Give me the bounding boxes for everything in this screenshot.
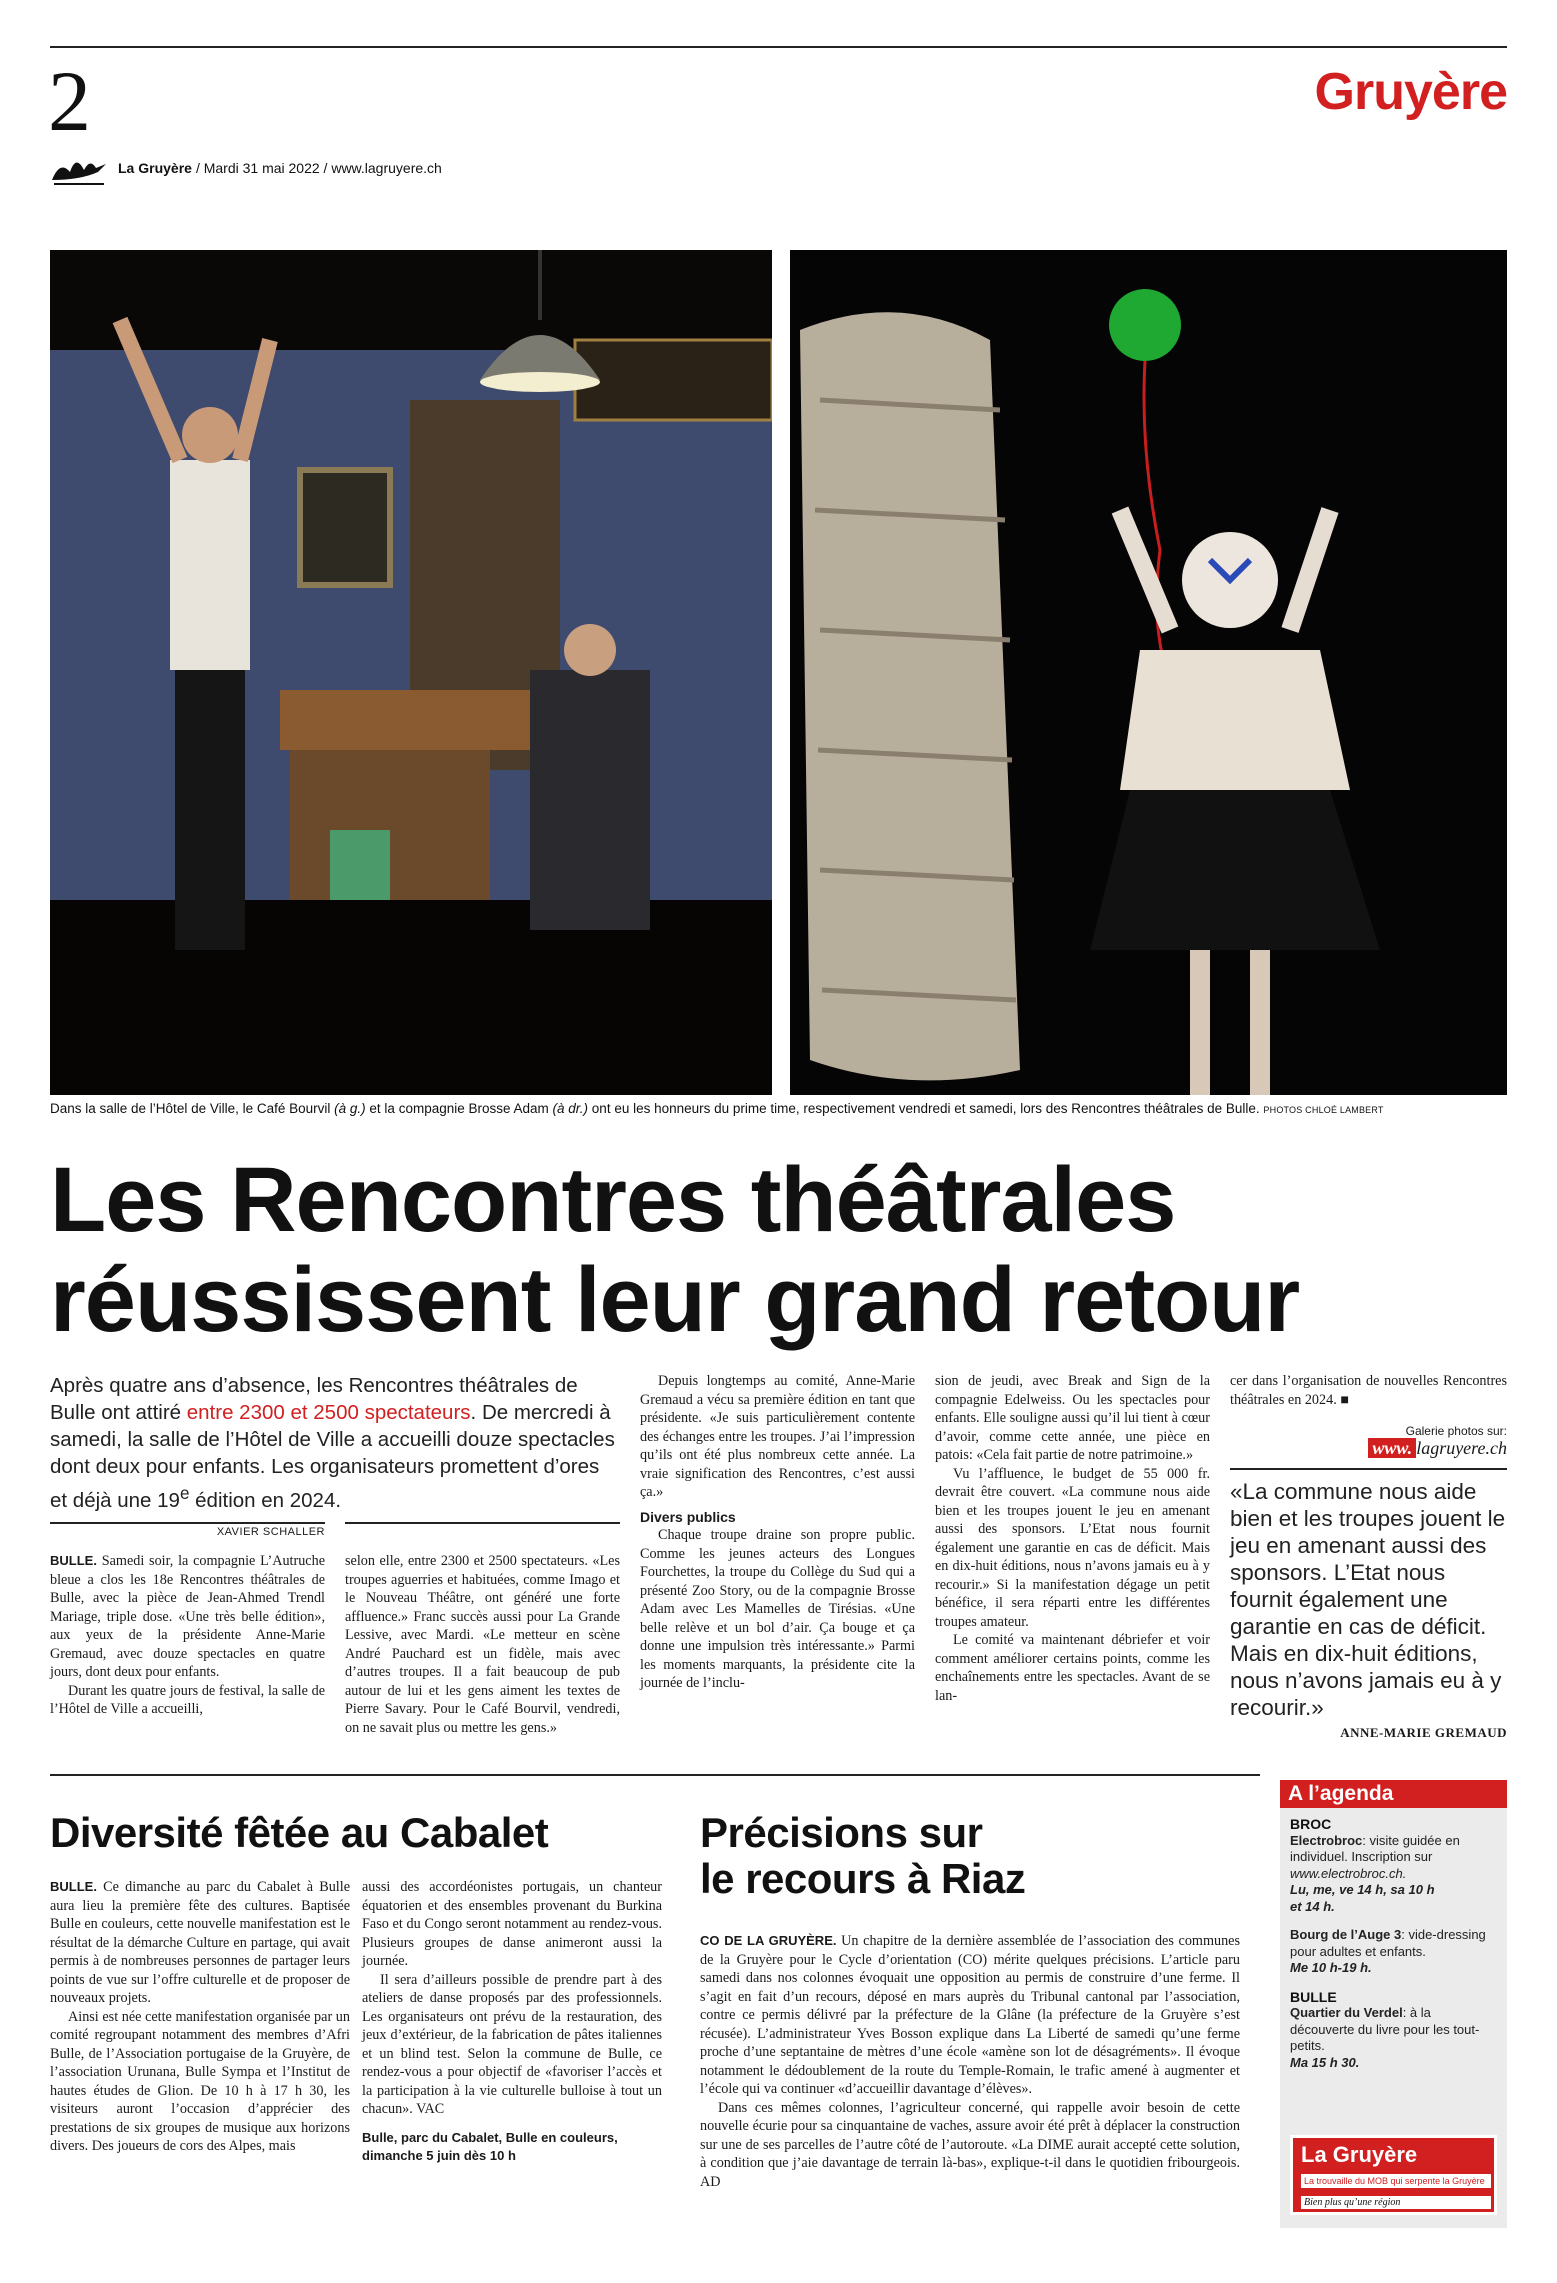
masthead-info: / Mardi 31 mai 2022 / www.lagruyere.ch bbox=[195, 160, 442, 176]
caption-text-c: ont eu les honneurs du prime time, respectivement vendredi et samedi, lors des Rencontres théâtrales de Bulle. bbox=[588, 1101, 1260, 1116]
agenda-city: BULLE bbox=[1290, 1988, 1337, 2005]
paragraph: Chaque troupe draine son propre public. Comme les jeunes acteurs des Longues Fourchettes, la troupe du Collège du Sud qui a présenté Zoo Story, ou de la compagnie Brosse Adam avec Les Mamelles de Tirésias. «Une belle relève et un bol d’air. Ça bouge et ça donne une impulsion très intéressante.» Parmi les moments marquants, la présidente cite la journée de l’inclu- bbox=[640, 1527, 915, 1691]
paragraph-text: Ce dimanche au parc du Cabalet à Bulle aura lieu la première fête des cultures. Baptisée Bulle en couleurs, cette nouvelle manifestation est le résultat de la démarche Culture en partage, qui avait permis à de nombreuses personnes de partager leurs points de vue sur l’offre culturelle et de proposer de nouveaux projets. bbox=[50, 1879, 350, 2006]
caption-right-marker: (à dr.) bbox=[552, 1101, 589, 1116]
gallery-url-prefix: www. bbox=[1368, 1438, 1416, 1458]
cabalet-headline: Diversité fêtée au Cabalet bbox=[50, 1809, 549, 1856]
agenda-item-broc bbox=[1290, 1816, 1497, 1915]
agenda-item-bulle bbox=[1290, 1989, 1497, 2072]
lead-text-a: Après quatre ans d’absence, les Rencontres théâtrales de Bulle ont attiré bbox=[50, 1374, 578, 1424]
gruyere-crane-icon bbox=[50, 150, 108, 186]
photo-cafe-bourvil bbox=[50, 250, 772, 1095]
section-title: Gruyère bbox=[1314, 63, 1507, 121]
paragraph: Ainsi est née cette manifestation organisée par un comité regroupant notamment des membres d’Afri Bulle, de l’Association portugaise de la Gruyère, de l’association Urunana, Bulle Sympa et l’Institut de hautes études de Glion. De 10 h à 17 h 30, les visiteurs auront l’occasion d’apprécier des prestations de six groupes de musique aux horizons divers. Des joueurs de cors des Alpes, mais bbox=[50, 2008, 350, 2154]
agenda-item-auge bbox=[1290, 1927, 1497, 1977]
agenda-hours: Ma 15 h 30. bbox=[1290, 2054, 1360, 2070]
stage-scene-right bbox=[790, 250, 1507, 1095]
paragraph-text: Un chapitre de la dernière assemblée de l’association des communes de la Gruyère pour le Cycle d’orientation (CO) mérite quelques précisions. L’article paru samedi dans nos colonnes évoquait une opposition au permis de construire d’une ferme. Il s’agit en fait d’un recours, déposé en mars auprès du Tribunal cantonal par l’association, contre ce permis délivré par la préfecture de la Glâne (la préfecture de la Gruyère s’est récusée). L’administrateur Yves Bosson explique dans La Liberté de samedi qu’une ferme proche d’une septantaine de mètres d’une école «amène son lot de désagréments». Il évoque notamment le dédoublement de la route du Temple-Romain, le trafic amené à augmenter et l’école qui va continuer «d’accueillir davantage d’élèves». bbox=[700, 1933, 1240, 2097]
gallery-url[interactable] bbox=[1230, 1438, 1507, 1459]
paragraph: aussi des accordéonistes portugais, un chanteur équatorien et des ensembles provenant du Burkina Faso et du Congo seront notamment au rendez-vous. Plusieurs groupes de danse animeront aussi la journée. bbox=[362, 1879, 662, 1969]
riaz-headline-line-2: le recours à Riaz bbox=[700, 1855, 1026, 1902]
agenda-entry bbox=[1290, 1833, 1497, 1916]
lead-superscript: e bbox=[179, 1484, 190, 1503]
lead-text-b: . De mercredi à samedi, la salle de l’Hôtel de Ville a accueilli douze spectacles dont deux pour enfants. Les organisateurs promettent d’ores et déjà une 19 bbox=[50, 1401, 615, 1512]
agenda-place: Bourg de l’Auge 3 bbox=[1290, 1927, 1402, 1942]
headline-line-2: réussissent leur grand retour bbox=[50, 1249, 1300, 1351]
paragraph: Durant les quatre jours de festival, la salle de l’Hôtel de Ville a accueilli, bbox=[50, 1682, 325, 1717]
quote-rule bbox=[1230, 1468, 1507, 1470]
headline-line-1: Les Rencontres théâtrales bbox=[50, 1149, 1176, 1251]
agenda-desc: : à la découverte du livre pour les tout-petits. bbox=[1290, 2005, 1480, 2053]
la-gruyere-ad[interactable] bbox=[1290, 2135, 1497, 2215]
agenda-desc: : vide-dressing pour adultes et enfants. bbox=[1290, 1927, 1486, 1959]
event-info: Bulle, parc du Cabalet, Bulle en couleurs, dimanche 5 juin dès 10 h bbox=[362, 2129, 618, 2163]
byline: XAVIER SCHALLER bbox=[216, 1526, 325, 1538]
subheading: Divers publics bbox=[640, 1508, 736, 1525]
paragraph bbox=[50, 1878, 350, 2008]
photo-caption bbox=[50, 1101, 1507, 1116]
caption-left-marker: (à g.) bbox=[334, 1101, 366, 1116]
agenda-place: Quartier du Verdel bbox=[1290, 2005, 1403, 2020]
photo-credit: PHOTOS CHLOÉ LAMBERT bbox=[1263, 1105, 1384, 1115]
agenda-hours: Lu, me, ve 14 h, sa 10 h bbox=[1290, 1882, 1435, 1897]
agenda-web-link[interactable]: www.electrobroc.ch. bbox=[1290, 1865, 1407, 1881]
paragraph: cer dans l’organisation de nouvelles Rencontres théâtrales en 2024. ■ bbox=[1230, 1373, 1507, 1408]
byline-rule bbox=[50, 1522, 325, 1524]
ad-line: La trouvaille du MOB qui serpente la Gruyère bbox=[1301, 2174, 1491, 2188]
ad-slogan: Bien plus qu’une région bbox=[1301, 2196, 1491, 2209]
lead-highlight: entre 2300 et 2500 spectateurs bbox=[186, 1401, 471, 1424]
riaz-column bbox=[700, 1932, 1240, 2191]
dateline: CO DE LA GRUYÈRE. bbox=[700, 1933, 837, 1948]
paragraph bbox=[50, 1552, 325, 1682]
agenda-title: A l’agenda bbox=[1280, 1780, 1507, 1808]
gallery-link-box[interactable] bbox=[1230, 1424, 1507, 1459]
paragraph: Il sera d’ailleurs possible de prendre part à des ateliers de danse proposés par des professionnels. Les organisateurs ont prévu de la restauration, des jeux d’extérieur, de la fabrication de pâtes italiennes et un blind test. Selon la commune de Bulle, ce rendez-vous a pour objectif de «favoriser l’accès et la participation à la vie culturelle bulloise à tout un chacun». VAC bbox=[362, 1971, 662, 2117]
caption-text-b: et la compagnie Brosse Adam bbox=[365, 1101, 553, 1116]
agenda-place: Electrobroc bbox=[1290, 1832, 1363, 1848]
article-column-1 bbox=[50, 1552, 325, 1719]
top-rule bbox=[50, 46, 1507, 48]
ad-logo: La Gruyère bbox=[1301, 2142, 1418, 2167]
paragraph: selon elle, entre 2300 et 2500 spectateurs. «Les troupes aguerries et habituées, comme Imago et le Nouveau Théâtre, ont généré une forte affluence.» Franc succès aussi pour La Grande Lessive, avec Mardi. «Le metteur en scène André Pauchard est un fidèle, mais avec d’autres troupes. Il a fait beaucoup de pub autour de lui et les gens aiment les textes de Pierre Savary. Pour le Café Bourvil, vendredi, on ne savait plus ou mettre les gens.» bbox=[345, 1553, 620, 1736]
riaz-headline bbox=[700, 1810, 1220, 1902]
masthead-name: La Gruyère bbox=[118, 160, 192, 176]
riaz-headline-line-1: Précisions sur bbox=[700, 1809, 983, 1856]
photo-brosse-adam bbox=[790, 250, 1507, 1095]
byline-rule-2 bbox=[345, 1522, 620, 1524]
cabalet-column-2 bbox=[362, 1878, 662, 2166]
pull-quote: «La commune nous aide bien et les troupes jouent le jeu en amenant aussi des sponsors. L’Etat nous fournit également une garantie en cas de déficit. Mais en dix-huit éditions, nous n’avons jamais eu à y recourir.» bbox=[1230, 1479, 1506, 1720]
stage-scene-left bbox=[50, 250, 772, 1095]
gallery-label: Galerie photos sur: bbox=[1405, 1424, 1507, 1438]
masthead bbox=[50, 150, 442, 186]
gallery-url-domain: lagruyere.ch bbox=[1416, 1438, 1507, 1458]
lead-text-c: édition en 2024. bbox=[189, 1488, 342, 1512]
quote-author: ANNE-MARIE GREMAUD bbox=[1340, 1725, 1507, 1740]
paragraph: sion de jeudi, avec Break and Sign de la compagnie Edelweiss. Ou les spectacles pour enfants. Elle souligne aussi qu’il lui tient à cœur d’avoir, comme cette année, une pièce en patois: «Cela fait partie de notre patrimoine.» bbox=[935, 1373, 1210, 1463]
paragraph: Vu l’affluence, le budget de 55 000 fr. devrait être couvert. «La commune nous aide bien et les troupes jouent le jeu en amenant aussi des sponsors. L’Etat nous fournit également une garantie en cas de déficit. Mais en dix-huit éditions, nous n’avons jamais eu à y recourir.» Si la manifestation dégage un petit bénéfice, il sera réparti entre les différentes troupes amateur. bbox=[935, 1465, 1210, 1630]
article-column-4 bbox=[935, 1372, 1210, 1705]
agenda-hours: et 14 h. bbox=[1290, 1898, 1335, 1914]
paragraph: Depuis longtemps au comité, Anne-Marie Gremaud a vécu sa première édition en tant que présidente. «Je suis particulièrement contente des échanges entre les troupes. J’ai l’impression qu’ils ont été plus nombreux cette année. La vraie signification des Rencontres, c’est aussi ça.» bbox=[640, 1373, 915, 1500]
caption-text-a: Dans la salle de l’Hôtel de Ville, le Café Bourvil bbox=[50, 1101, 335, 1116]
article-lead bbox=[50, 1372, 620, 1514]
page-number: 2 bbox=[48, 53, 91, 149]
article-headline bbox=[50, 1150, 1507, 1350]
article-column-2 bbox=[345, 1552, 620, 1737]
cabalet-column-1 bbox=[50, 1878, 350, 2156]
article-column-5 bbox=[1230, 1372, 1507, 1409]
article-column-3 bbox=[640, 1372, 915, 1693]
agenda-hours: Me 10 h-19 h. bbox=[1290, 1960, 1372, 1975]
agenda-desc: : visite guidée en individuel. Inscription sur bbox=[1290, 1832, 1460, 1864]
section-divider bbox=[50, 1774, 1260, 1776]
dateline: BULLE. bbox=[50, 1879, 97, 1894]
paragraph: Le comité va maintenant débriefer et voir comment améliorer certains points, comme les enchaînements entre les spectacles. Avant de se lan- bbox=[935, 1632, 1210, 1704]
dateline: BULLE. bbox=[50, 1553, 97, 1568]
paragraph-text: Samedi soir, la compagnie L’Autruche bleue a clos les 18e Rencontres théâtrales de Bulle, avec la pièce de Jean-Ahmed Trendl Mariage, triple dose. «Une très belle édition», aux yeux de la présidente Anne-Marie Gremaud, avec douze spectacles en quatre jours, dont deux pour enfants. bbox=[50, 1553, 325, 1680]
agenda-city: BROC bbox=[1290, 1816, 1332, 1832]
paragraph: Dans ces mêmes colonnes, l’agriculteur concerné, qui rappelle avoir besoin de cette nouvelle écurie pour sa cinquantaine de vaches, assure avoir été prêt à déplacer la construction sur une de ses parcelles de l’autre côté de l’autoroute. «La DIME aurait accepté cette solution, à condition que j’aie davantage de terrain là-bas», explique-t-il dans le quotidien fribourgeois. AD bbox=[700, 2099, 1240, 2190]
paragraph bbox=[700, 1932, 1240, 2099]
